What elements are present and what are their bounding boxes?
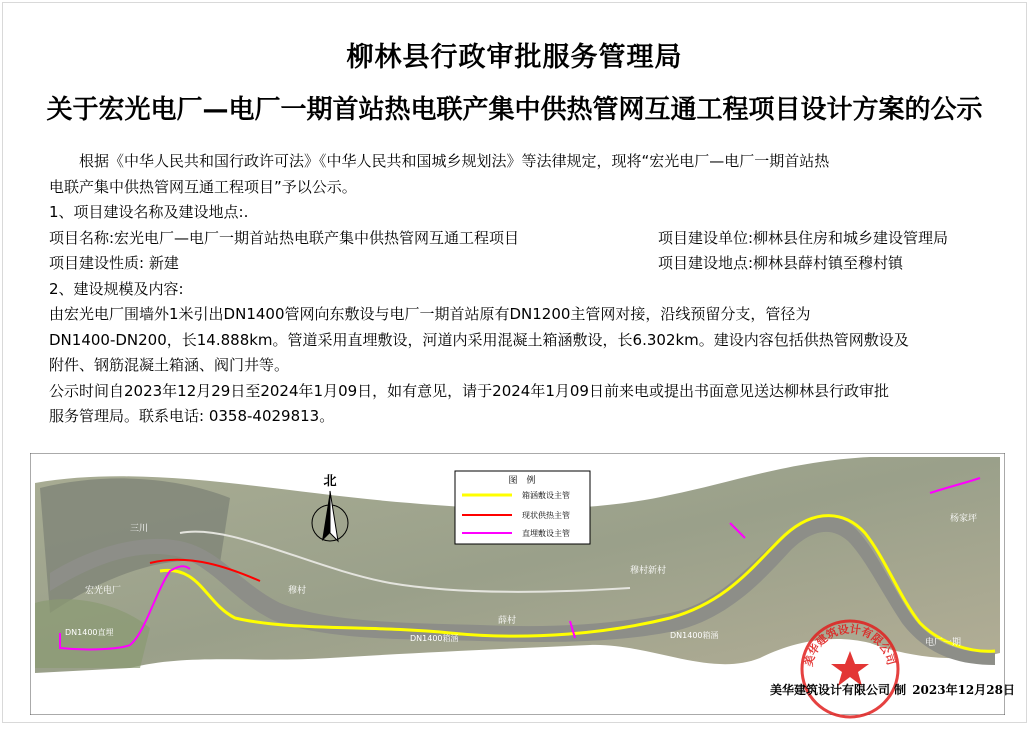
map-legend xyxy=(455,471,590,544)
notice-body xyxy=(49,149,1001,430)
map-footer xyxy=(770,681,1015,698)
label-pipe-1: DN1400直埋 xyxy=(65,628,114,637)
project-nature: 项目建设性质: 新建 xyxy=(49,254,179,272)
project-unit: 项目建设单位:柳林县住房和城乡建设管理局 xyxy=(658,228,949,247)
intro-line-2: 电联产集中供热管网互通工程项目”予以公示。 xyxy=(49,177,357,196)
project-row-2 xyxy=(49,251,1001,277)
agency-title: 柳林县行政审批服务管理局 xyxy=(346,42,683,73)
label-plant-right: 电厂一期 xyxy=(925,638,962,648)
north-label: 北 xyxy=(323,474,337,489)
seal-text: 美华建筑设计有限公司 xyxy=(802,622,898,668)
section2-heading: 2、建设规模及内容: xyxy=(49,279,184,298)
legend-label-buried: 直埋敷设主管 xyxy=(522,529,570,538)
content-line-1: 由宏光电厂围墙外1米引出DN1400管网向东敷设与电厂一期首站原有DN1200主管网对接，沿线预留分支，管径为 xyxy=(49,305,811,323)
label-plant-left: 宏光电厂 xyxy=(85,586,122,596)
content-line-3: 附件、钢筋混凝土箱涵、阀门井等。 xyxy=(49,356,290,374)
legend-label-existing: 现状供热主管 xyxy=(522,511,570,520)
footer-company: 美华建筑设计有限公司 制 xyxy=(770,683,907,697)
notice-title: 关于宏光电厂—电厂一期首站热电联产集中供热管网互通工程项目设计方案的公示 xyxy=(46,95,983,125)
section1-heading: 1、项目建设名称及建设地点:. xyxy=(49,203,249,221)
label-village-2: 穆村 xyxy=(288,586,307,596)
label-village-3: 穆村新村 xyxy=(630,566,667,576)
footer-date: 2023年12月28日 xyxy=(912,683,1015,697)
label-pipe-3: DN1400箱涵 xyxy=(670,631,719,640)
project-row-1 xyxy=(49,226,1001,252)
intro-line-1: 根据《中华人民共和国行政许可法》《中华人民共和国城乡规划法》等法律规定，现将“宏光电厂—电厂一期首站热 xyxy=(79,152,830,170)
company-seal-icon xyxy=(796,615,904,723)
project-name: 项目名称:宏光电厂—电厂一期首站热电联产集中供热管网互通工程项目 xyxy=(49,228,520,247)
content-line-2: DN1400-DN200，长14.888km。管道采用直埋敷设，河道内采用混凝土箱涵敷设，长6.302km。建设内容包括供热管网敷设及 xyxy=(49,330,909,349)
label-pipe-2: DN1400箱涵 xyxy=(410,634,459,643)
project-location: 项目建设地点:柳林县薛村镇至穆村镇 xyxy=(658,254,904,272)
notice-line-2: 服务管理局。联系电话: 0358-4029813。 xyxy=(49,407,335,425)
legend-label-culvert: 箱涵敷设主管 xyxy=(522,491,570,500)
legend-title: 图 例 xyxy=(508,476,536,486)
label-village-5: 杨家坪 xyxy=(950,514,978,524)
label-village-4: 三川 xyxy=(130,524,149,534)
label-village-1: 薛村 xyxy=(498,616,517,626)
notice-line-1: 公示时间自2023年12月29日至2024年1月09日，如有意见，请于2024年1月09日前来电或提出书面意见送达柳林县行政审批 xyxy=(49,381,889,400)
notice-page xyxy=(2,2,1027,723)
